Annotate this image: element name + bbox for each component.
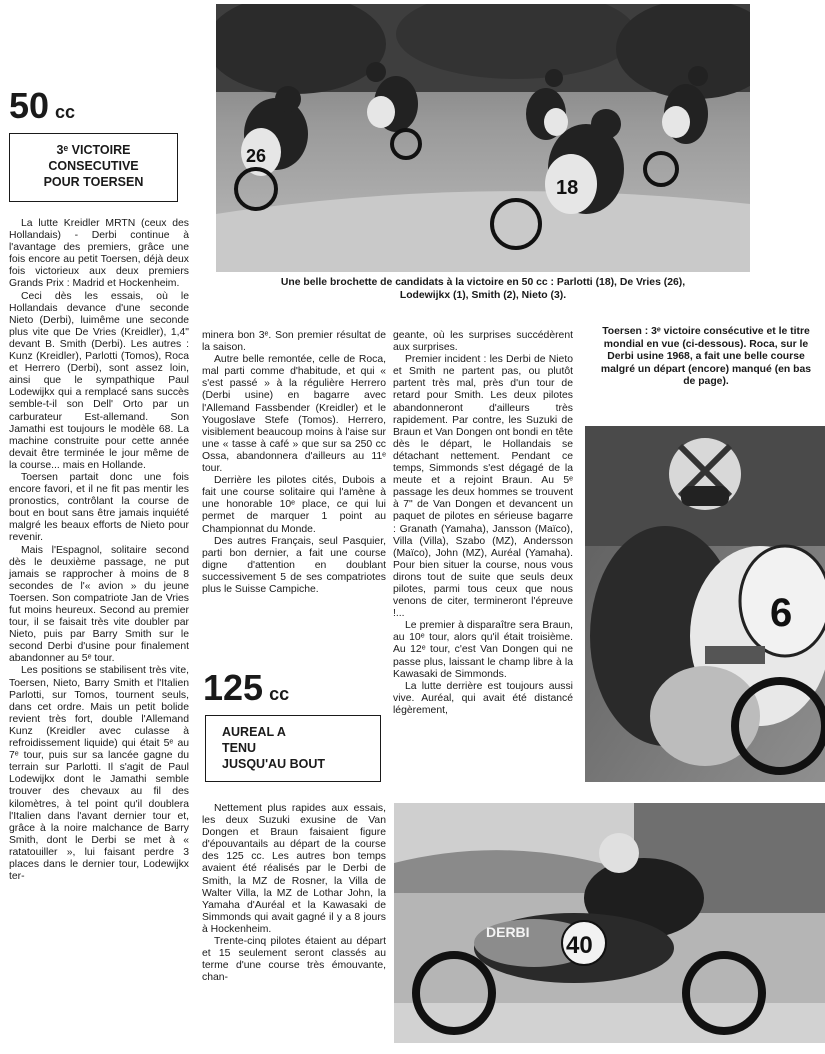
- section-125-title: 125 cc: [203, 667, 290, 708]
- section-50-title: 50 cc: [9, 85, 76, 126]
- paragraph: Le premier à disparaître sera Braun, au 10ᵉ tour, alors qu'il était troisième. Au 12ᵉ tour, c'est Van Dongen qui ne passe plus, laissant le champ libre à la Kawasaki de Simmonds.: [393, 620, 573, 680]
- bike-number-label: 40: [566, 932, 593, 959]
- paragraph: Nettement plus rapides aux essais, les deux Suzuki exusine de Van Dongen et Braun faisaient figure d'épouvantails au départ de la course des 125 cc. Les autres bon temps avaient été réalisés par le Derbi de Smith, la MZ de Rosner, la Villa de Walter Villa, la MZ de Lothar John, la Yamaha d'Auréal et la Kawasaki de Simmonds qui avait gagné il y a 8 jours à Hockenheim.: [202, 803, 386, 935]
- paragraph: Ceci dès les essais, où le Hollandais devance d'une seconde Nieto (Derbi), luimême une seconde plus vite que De Vries (Kreidler), 1,4" devant B. Smith (Derbi). Les autres : Kunz (Kreidler), Parlotti (Tomos), Roca et Herrero (Derbi), sont assez loin, ainsi que le sympathique Paul Lodewijkx qui a remplacé sans succès semble-t-il son Dell' Orto par un carburateur Est-allemand. Son Jamathi est toujours le modèle 68. La machine construite pour cette année devait être terminée le jour même de la course... mais en Hollande.: [9, 290, 189, 471]
- paragraph: geante, où les surprises succédèrent aux surprises.: [393, 330, 573, 354]
- bike-brand-label: DERBI: [486, 924, 530, 940]
- paragraph: Mais l'Espagnol, solitaire second dès le deuxième passage, ne put jamais se rapprocher à moins de 8 secondes de l'« avion » du jeune Toersen. Son compatriote Jan de Vries fut moins heureux. Second au premier tour, il se faisait très vite doubler par Nieto, puis par Barry Smith sur le second Derbi d'usine pour finalement abandonner au 5ᵉ tour.: [9, 544, 189, 665]
- paragraph: Des autres Français, seul Pasquier, parti bon dernier, a fait une course digne d'attention en doublant successivement 5 de ses compatriotes plus le Suisse Campiche.: [202, 535, 386, 595]
- subtitle-line: CONSECUTIVE: [48, 159, 139, 173]
- paragraph: Premier incident : les Derbi de Nieto et Smith ne partent pas, ou plutôt partent très mal, près d'un tour de retard pour Smith. Les deux pilotes abandonneront d'ailleurs très rapidement. Par contre, les Suzuki de Braun et Van Dongen ont bondi en tête dès le départ, le Hollandais se détachant nettement. Pendant ce temps, Simmonds s'est dégagé de la meute et a rejoint Braun. Au 5ᵉ passage les deux hommes se trouvent à 7" de Van Dongen et devancent un paquet de pilotes en sérieuse bagarre : Granath (Yamaha), Jansson (Maïco), Villa (Villa), Szabo (MZ), Andersson (Maïco), John (MZ), Auréal (Yamaha). Pour bien situer la course, nous vous dirons tout de suite que seuls deux pilotes, parmi tous ceux que nous venons de citer, termineront l'épreuve !...: [393, 354, 573, 620]
- subtitle-line: 3ᵉ VICTOIRE: [56, 143, 131, 157]
- subtitle-line: TENU: [222, 741, 257, 755]
- roca-derbi-photo: [394, 803, 825, 1043]
- paragraph: Trente-cinq pilotes étaient au départ et 15 seulement seront classés au terme d'une course très émouvante, chan-: [202, 936, 386, 984]
- top-race-photo: [216, 4, 750, 272]
- paragraph: La lutte derrière est toujours aussi vive. Auréal, qui avait été distancé légèrement,: [393, 680, 573, 716]
- toersen-rider-photo: [585, 426, 825, 782]
- section-125-subtitle-box: [205, 715, 381, 782]
- paragraph: Derrière les pilotes cités, Dubois a fait une course solitaire qui l'amène à une honorable 10ᵉ place, ce qui lui permet de marquer 1 point au Championnat du Monde.: [202, 475, 386, 535]
- race-number-label: 18: [556, 177, 579, 199]
- race-number-label: 26: [246, 146, 267, 166]
- top-photo-caption: Une belle brochette de candidats à la victoire en 50 cc : Parlotti (18), De Vries (26), Lodewijkx (1), Smith (2), Nieto (3).: [280, 277, 686, 301]
- paragraph: Les positions se stabilisent très vite, Toersen, Nieto, Barry Smith et l'Italien Parlotti, sur Tomos, tournent seuls, dans cet ordre. Mais un petit bolide revient très fort, double l'Allemand Kunz (Kreidler avec culasse à refroidissement liquide) qui était 5ᵉ au 7ᵉ tour, puis sur sa lancée gagne du terrain sur Parlotti. Il s'agit de Paul Lodewijkx dont le Jamathi semble trouver des chevaux au fil des kilomètres, à tel point qu'il doublera l'Italien dans l'avant dernier tour et, grâce à la noire malchance de Barry Smith, dont le Derbi se met à « ratatouiller », lui faisant perdre 3 places dans le dernier tour, Lodewijkx ter-: [9, 665, 189, 883]
- article-column-3: [393, 330, 573, 717]
- article-column-1: [9, 218, 189, 883]
- paragraph: La lutte Kreidler MRTN (ceux des Hollandais) - Derbi continue à l'avantage des premiers, grâce une fois encore au petit Toersen, déjà deux fois victorieux aux deux premiers Grands Prix : Madrid et Hockenheim.: [9, 218, 189, 290]
- subtitle-line: JUSQU'AU BOUT: [222, 757, 325, 771]
- paragraph: Toersen partait donc une fois encore favori, et il ne fit pas mentir les pronostics, contrôlant la course de bout en bout sans être jamais inquiété malgré les beaux efforts de Nieto pour revenir.: [9, 471, 189, 544]
- subtitle-line: AUREAL A: [222, 725, 286, 739]
- article-column-2: [202, 330, 386, 596]
- rider-number-label: 6: [770, 591, 793, 635]
- section-50-subtitle-box: [9, 133, 178, 202]
- article-column-2b: [202, 803, 386, 984]
- paragraph: minera bon 3ᵉ. Son premier résultat de la saison.: [202, 330, 386, 354]
- paragraph: Autre belle remontée, celle de Roca, mal parti comme d'habitude, et qui « s'est passé » à la régulière Herrero (Derbi usine) en bagarre avec l'Allemand Fassbender (Kreidler) et le Yougoslave Stefe (Tomos). Herrero, visiblement beaucoup moins à l'aise sur une « tasse à café » que sur sa 250 cc Ossa, abandonnera d'ailleurs au 11ᵉ tour.: [202, 354, 386, 475]
- subtitle-line: POUR TOERSEN: [43, 175, 144, 189]
- right-photo-caption: Toersen : 3ᵉ victoire consécutive et le titre mondial en vue (ci-dessous). Roca, sur le Derbi usine 1968, a fait une belle course malgré un départ (encore) manqué (en bas de page).: [600, 326, 812, 387]
